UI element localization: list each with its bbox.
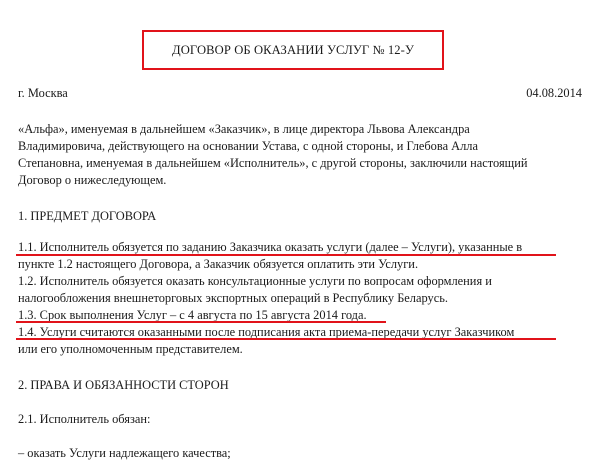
- highlight-underline-1-3: [16, 321, 386, 323]
- clause-1-1-cont: пункте 1.2 настоящего Договора, а Заказчик обязуется оплатить эти Услуги.: [18, 257, 419, 271]
- document-title: ДОГОВОР ОБ ОКАЗАНИИ УСЛУГ № 12-У: [172, 42, 414, 57]
- clause-2-1-item: – оказать Услуги надлежащего качества;: [18, 446, 231, 460]
- preamble-line: «Альфа», именуемая в дальнейшем «Заказчик», в лице директора Львова Александра: [18, 122, 470, 136]
- preamble-line: Степановна, именуемая в дальнейшем «Исполнитель», с другой стороны, заключили настоящий: [18, 156, 528, 170]
- document-title-box: [142, 30, 444, 70]
- city: г. Москва: [18, 86, 68, 100]
- clause-1-2: 1.2. Исполнитель обязуется оказать консультационные услуги по вопросам оформления и: [18, 274, 492, 288]
- contract-date: 04.08.2014: [526, 86, 582, 100]
- clause-1-2-cont: налогообложения внешнеторговых экспортных операций в Республику Беларусь.: [18, 291, 448, 305]
- preamble-line: Договор о нижеследующем.: [18, 173, 167, 187]
- section1-heading: 1. ПРЕДМЕТ ДОГОВОРА: [18, 209, 157, 223]
- clause-1-4: 1.4. Услуги считаются оказанными после подписания акта приема-передачи услуг Заказчиком: [18, 325, 515, 339]
- highlight-underline-1-4: [16, 338, 556, 340]
- clause-1-4-cont: или его уполномоченным представителем.: [18, 342, 243, 356]
- clause-2-1: 2.1. Исполнитель обязан:: [18, 412, 151, 426]
- clause-1-3: 1.3. Срок выполнения Услуг – с 4 августа по 15 августа 2014 года.: [18, 308, 367, 322]
- section2-heading: 2. ПРАВА И ОБЯЗАННОСТИ СТОРОН: [18, 378, 229, 392]
- preamble-line: Владимировича, действующего на основании Устава, с одной стороны, и Глебова Алла: [18, 139, 478, 153]
- clause-1-1: 1.1. Исполнитель обязуется по заданию Заказчика оказать услуги (далее – Услуги), указанные в: [18, 240, 523, 254]
